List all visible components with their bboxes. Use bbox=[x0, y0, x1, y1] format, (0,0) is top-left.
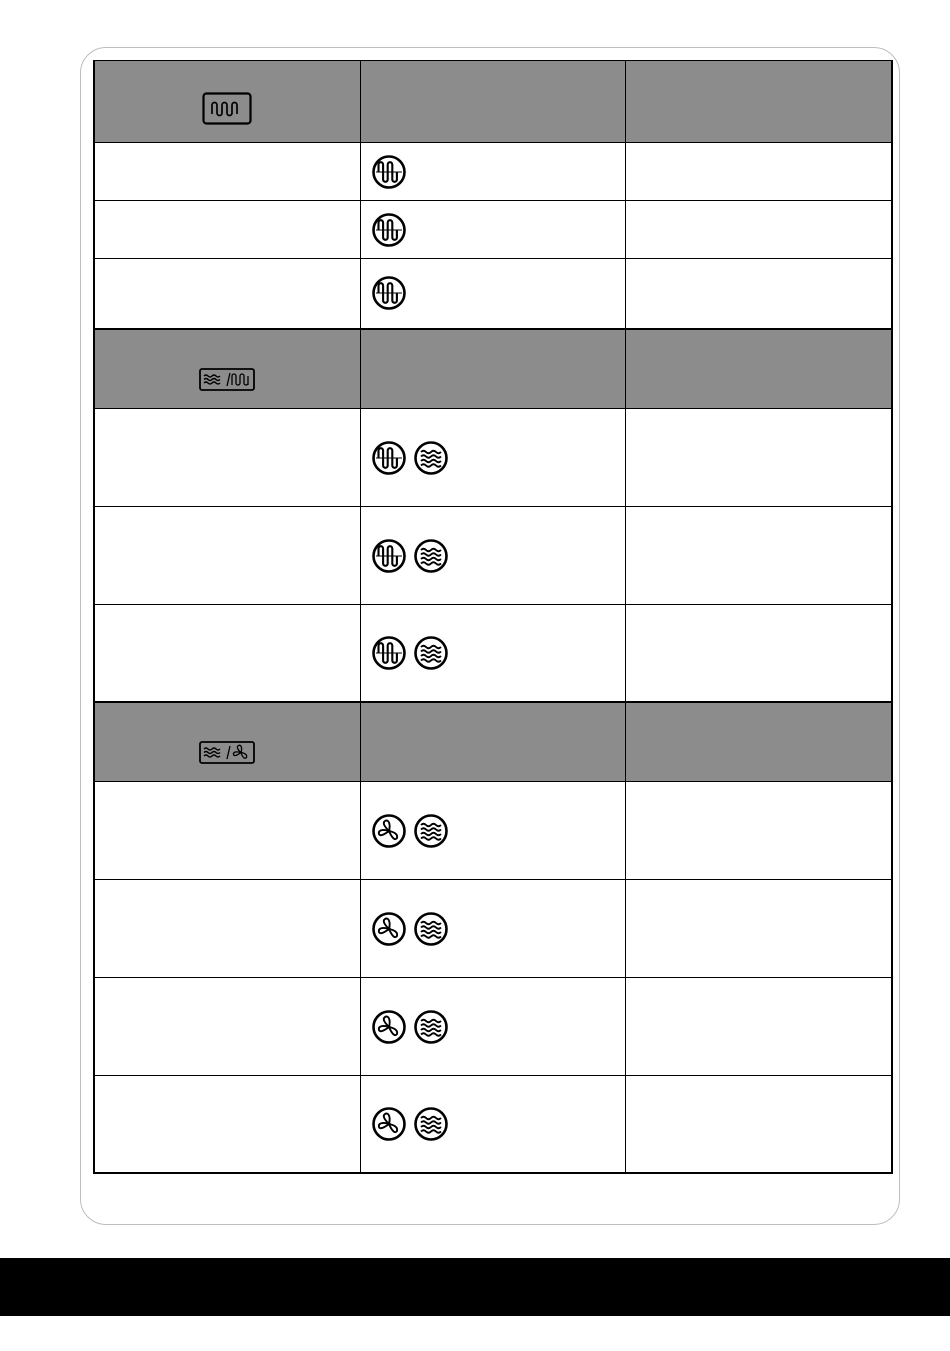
table-cell bbox=[94, 605, 360, 702]
table-row bbox=[94, 978, 892, 1076]
table-cell bbox=[625, 880, 892, 978]
table-row bbox=[94, 1076, 892, 1173]
icon-cell bbox=[360, 409, 625, 507]
header-cell bbox=[625, 702, 892, 782]
group-header-row bbox=[94, 702, 892, 782]
convection-fan-icon bbox=[371, 911, 407, 947]
microwave-waves-icon bbox=[413, 440, 449, 476]
grill-element-icon bbox=[371, 212, 407, 248]
table-cell bbox=[94, 978, 360, 1076]
table-cell bbox=[94, 259, 360, 329]
mode-header-cell bbox=[94, 61, 360, 143]
header-cell bbox=[360, 61, 625, 143]
grill-element-icon bbox=[371, 275, 407, 311]
header-cell bbox=[625, 329, 892, 409]
table-cell bbox=[94, 782, 360, 880]
microwave-convection-mode-group bbox=[94, 702, 892, 1173]
grill-element-icon bbox=[371, 154, 407, 190]
microwave-convection-combo-mode-icon bbox=[199, 741, 255, 769]
header-cell bbox=[625, 61, 892, 143]
icon-cell bbox=[360, 978, 625, 1076]
microwave-waves-icon bbox=[413, 538, 449, 574]
table-cell bbox=[94, 409, 360, 507]
cooking-mode-table bbox=[93, 60, 893, 1174]
icon-cell bbox=[360, 259, 625, 329]
table-row bbox=[94, 880, 892, 978]
microwave-waves-icon bbox=[413, 1009, 449, 1045]
icon-cell bbox=[360, 782, 625, 880]
mode-header-cell bbox=[94, 702, 360, 782]
table-row bbox=[94, 409, 892, 507]
table-row bbox=[94, 143, 892, 201]
table-cell bbox=[625, 143, 892, 201]
grill-element-icon bbox=[371, 440, 407, 476]
microwave-waves-icon bbox=[413, 635, 449, 671]
grill-mode-group bbox=[94, 61, 892, 329]
table-cell bbox=[625, 605, 892, 702]
table-row bbox=[94, 605, 892, 702]
table-cell bbox=[94, 507, 360, 605]
table-row bbox=[94, 782, 892, 880]
header-cell bbox=[360, 702, 625, 782]
table-cell bbox=[94, 880, 360, 978]
convection-fan-icon bbox=[371, 1009, 407, 1045]
table-cell bbox=[94, 1076, 360, 1173]
table-row bbox=[94, 507, 892, 605]
icon-cell bbox=[360, 507, 625, 605]
microwave-grill-mode-group bbox=[94, 329, 892, 702]
table-cell bbox=[94, 143, 360, 201]
table-cell bbox=[625, 201, 892, 259]
microwave-grill-combo-mode-icon bbox=[199, 368, 255, 396]
table-cell bbox=[625, 409, 892, 507]
icon-cell bbox=[360, 880, 625, 978]
group-header-row bbox=[94, 61, 892, 143]
footer-bar bbox=[0, 1258, 950, 1316]
table-row bbox=[94, 201, 892, 259]
microwave-waves-icon bbox=[413, 911, 449, 947]
grill-element-icon bbox=[371, 635, 407, 671]
table-cell bbox=[625, 259, 892, 329]
mode-header-cell bbox=[94, 329, 360, 409]
microwave-waves-icon bbox=[413, 1106, 449, 1142]
table-cell bbox=[625, 1076, 892, 1173]
convection-fan-icon bbox=[371, 813, 407, 849]
table-cell bbox=[625, 507, 892, 605]
grill-mode-icon bbox=[202, 92, 252, 130]
icon-cell bbox=[360, 1076, 625, 1173]
table-row bbox=[94, 259, 892, 329]
icon-cell bbox=[360, 605, 625, 702]
convection-fan-icon bbox=[371, 1106, 407, 1142]
group-header-row bbox=[94, 329, 892, 409]
table-cell bbox=[94, 201, 360, 259]
table-cell bbox=[625, 978, 892, 1076]
icon-cell bbox=[360, 201, 625, 259]
microwave-waves-icon bbox=[413, 813, 449, 849]
header-cell bbox=[360, 329, 625, 409]
table-cell bbox=[625, 782, 892, 880]
icon-cell bbox=[360, 143, 625, 201]
grill-element-icon bbox=[371, 538, 407, 574]
